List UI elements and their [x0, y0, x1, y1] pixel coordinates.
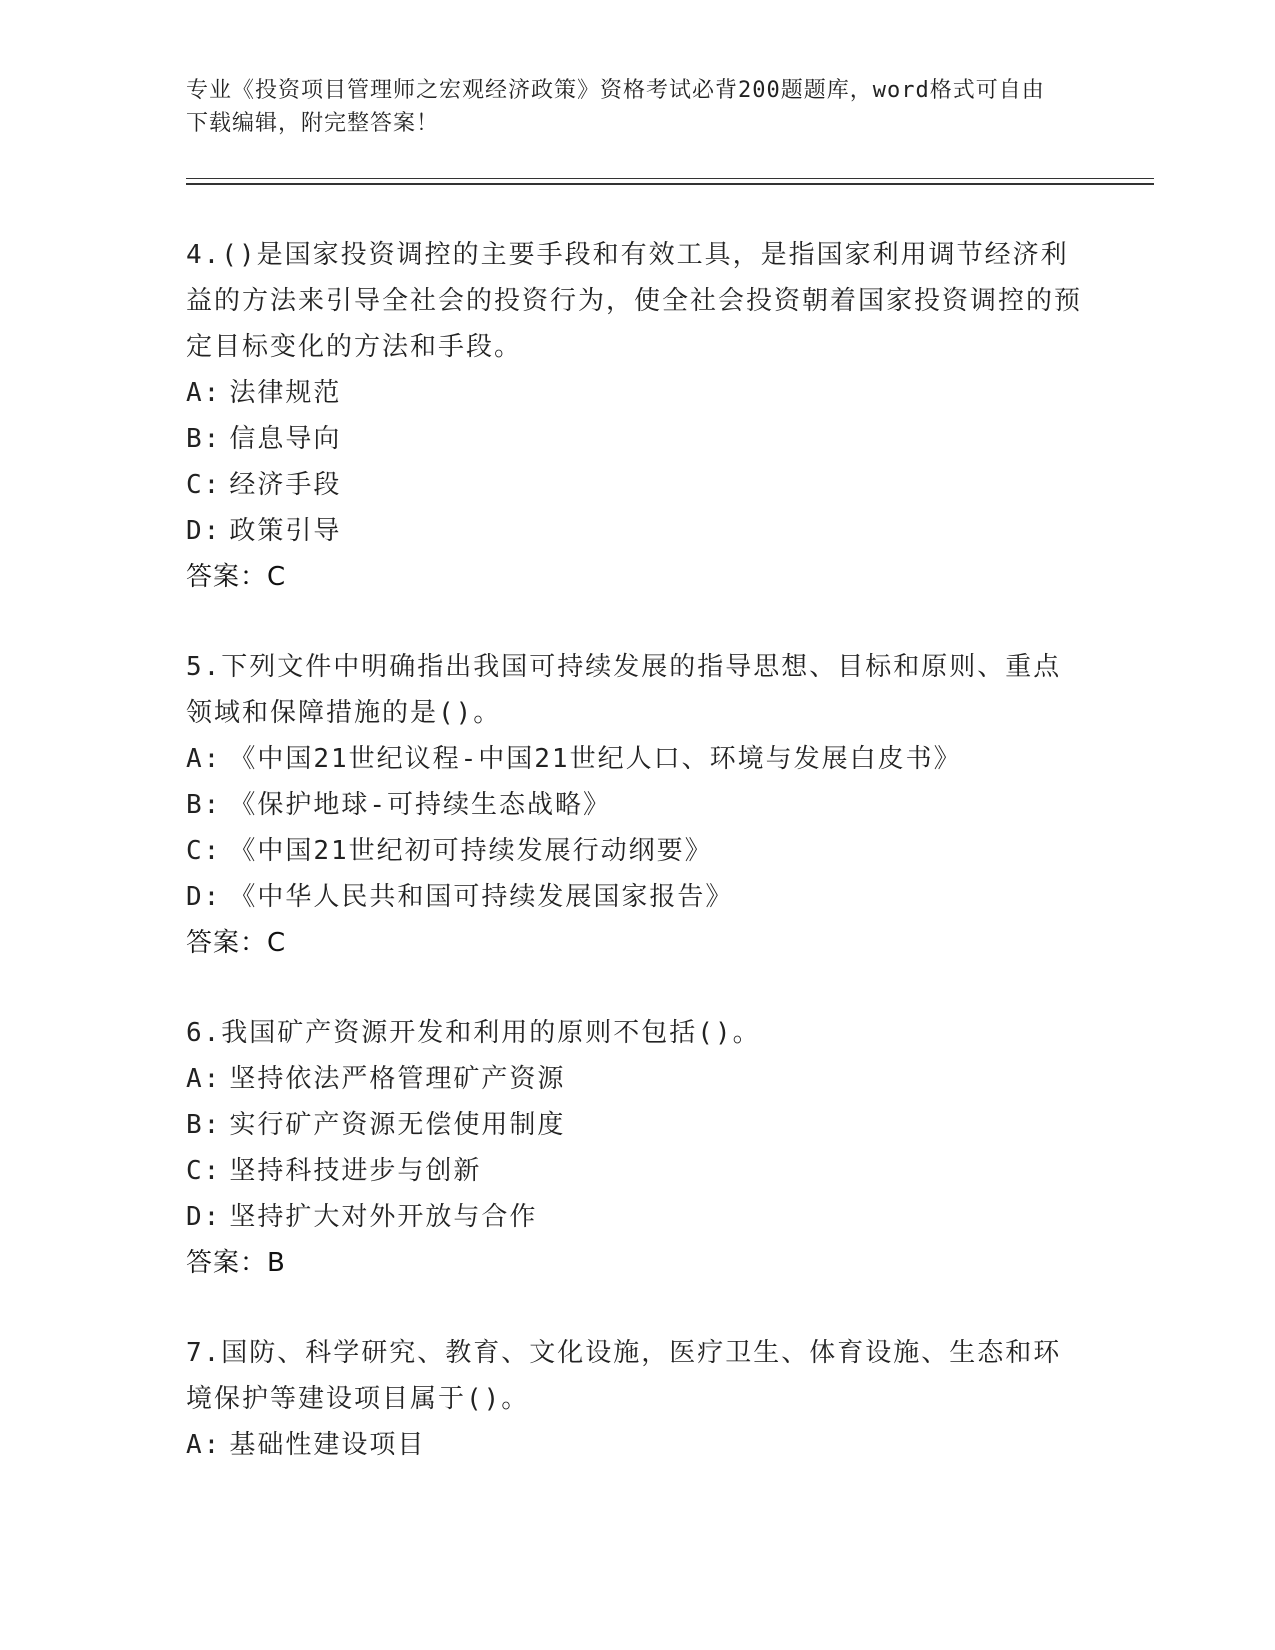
- question-stem: 7.国防、科学研究、教育、文化设施，医疗卫生、体育设施、生态和环境保护等建设项目属于()。: [186, 1338, 1062, 1414]
- question-stem: 4.()是国家投资调控的主要手段和有效工具，是指国家利用调节经济利益的方法来引导全社会的投资行为，使全社会投资朝着国家投资调控的预定目标变化的方法和手段。: [186, 240, 1083, 362]
- option-text: 坚持科技进步与创新: [229, 1156, 482, 1186]
- option-text: 坚持依法严格管理矿产资源: [229, 1064, 566, 1094]
- header-rule-thin: [186, 178, 1154, 179]
- option-c: [186, 1148, 1086, 1194]
- option-d: [186, 1194, 1086, 1240]
- option-letter: B:: [186, 790, 222, 820]
- option-text: 《中国21世纪议程-中国21世纪人口、环境与发展白皮书》: [229, 744, 962, 774]
- question-5: [186, 644, 1086, 966]
- option-letter: D:: [186, 516, 222, 546]
- option-a: [186, 370, 1086, 416]
- option-text: 基础性建设项目: [229, 1430, 426, 1460]
- option-letter: B:: [186, 424, 222, 454]
- option-text: 实行矿产资源无偿使用制度: [229, 1110, 566, 1140]
- option-b: [186, 416, 1086, 462]
- option-text: 政策引导: [229, 516, 342, 546]
- question-6: [186, 1010, 1086, 1286]
- document-header: 专业《投资项目管理师之宏观经济政策》资格考试必背200题题库，word格式可自由下载编辑，附完整答案！: [186, 78, 1045, 136]
- option-letter: C:: [186, 836, 222, 866]
- option-letter: C:: [186, 1156, 222, 1186]
- option-b: [186, 1102, 1086, 1148]
- option-text: 信息导向: [229, 424, 342, 454]
- option-c: [186, 828, 1086, 874]
- option-a: [186, 1056, 1086, 1102]
- option-text: 《中华人民共和国可持续发展国家报告》: [229, 882, 734, 912]
- option-d: [186, 508, 1086, 554]
- option-c: [186, 462, 1086, 508]
- answer-line: 答案：B: [186, 1248, 286, 1278]
- option-letter: A:: [186, 744, 222, 774]
- question-stem: 5.下列文件中明确指出我国可持续发展的指导思想、目标和原则、重点领域和保障措施的是()。: [186, 652, 1062, 728]
- option-letter: D:: [186, 1202, 222, 1232]
- option-letter: A:: [186, 378, 222, 408]
- option-text: 经济手段: [229, 470, 342, 500]
- option-a: [186, 1422, 1086, 1468]
- option-letter: A:: [186, 1064, 222, 1094]
- option-letter: A:: [186, 1430, 222, 1460]
- option-letter: D:: [186, 882, 222, 912]
- option-text: 《保护地球-可持续生态战略》: [229, 790, 611, 820]
- option-letter: C:: [186, 470, 222, 500]
- question-7: [186, 1330, 1086, 1468]
- answer-line: 答案：C: [186, 562, 287, 592]
- option-text: 法律规范: [229, 378, 342, 408]
- header-rule-thick: [186, 183, 1154, 185]
- question-stem: 6.我国矿产资源开发和利用的原则不包括()。: [186, 1018, 761, 1048]
- option-d: [186, 874, 1086, 920]
- option-text: 《中国21世纪初可持续发展行动纲要》: [229, 836, 713, 866]
- option-a: [186, 736, 1086, 782]
- option-b: [186, 782, 1086, 828]
- question-list: [186, 232, 1086, 1512]
- question-4: [186, 232, 1086, 600]
- option-letter: B:: [186, 1110, 222, 1140]
- option-text: 坚持扩大对外开放与合作: [229, 1202, 538, 1232]
- answer-line: 答案：C: [186, 928, 287, 958]
